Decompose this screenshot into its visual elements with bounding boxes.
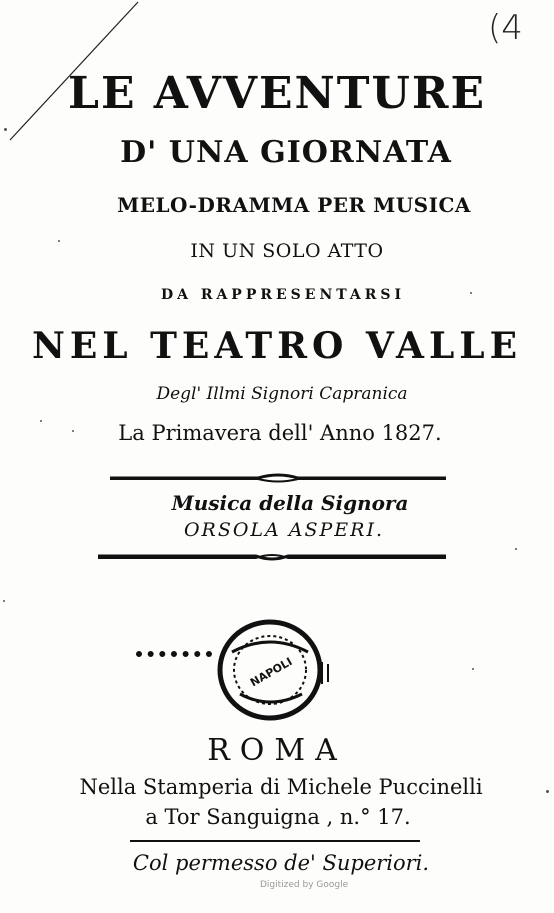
ornament-dotted-rule — [136, 651, 212, 657]
act-line: IN UN SOLO ATTO — [190, 240, 384, 262]
permission-line: Col permesso de' Superiori. — [132, 851, 430, 875]
title-line-1: LE AVVENTURE — [68, 68, 486, 119]
season-line: La Primavera dell' Anno 1827. — [118, 421, 442, 445]
rappresentarsi-line: DA RAPPRESENTARSI — [160, 287, 406, 303]
rule-above-permission — [130, 840, 420, 842]
subtitle: MELO-DRAMMA PER MUSICA — [117, 193, 471, 217]
owners-line: Degl' Illmi Signori Capranica — [156, 384, 408, 404]
title-line-2: D' UNA GIORNATA — [120, 135, 452, 170]
digitization-watermark: Digitized by Google — [260, 880, 349, 890]
printer-line-2: a Tor Sanguigna , n.° 17. — [145, 805, 411, 829]
handwritten-note: (4 — [488, 8, 523, 48]
music-credit-line-1: Musica della Signora — [171, 491, 409, 515]
city-name: ROMA — [207, 733, 347, 768]
music-credit-line-2: ORSOLA ASPERI. — [183, 519, 385, 541]
library-stamp — [210, 612, 336, 728]
theatre-name: NEL TEATRO VALLE — [31, 325, 523, 367]
ornamental-rule-top — [108, 472, 448, 484]
stamp-text: NAPOLI — [247, 654, 295, 690]
printer-line-1: Nella Stamperia di Michele Puccinelli — [79, 775, 483, 799]
ornamental-rule-bottom — [96, 551, 448, 563]
